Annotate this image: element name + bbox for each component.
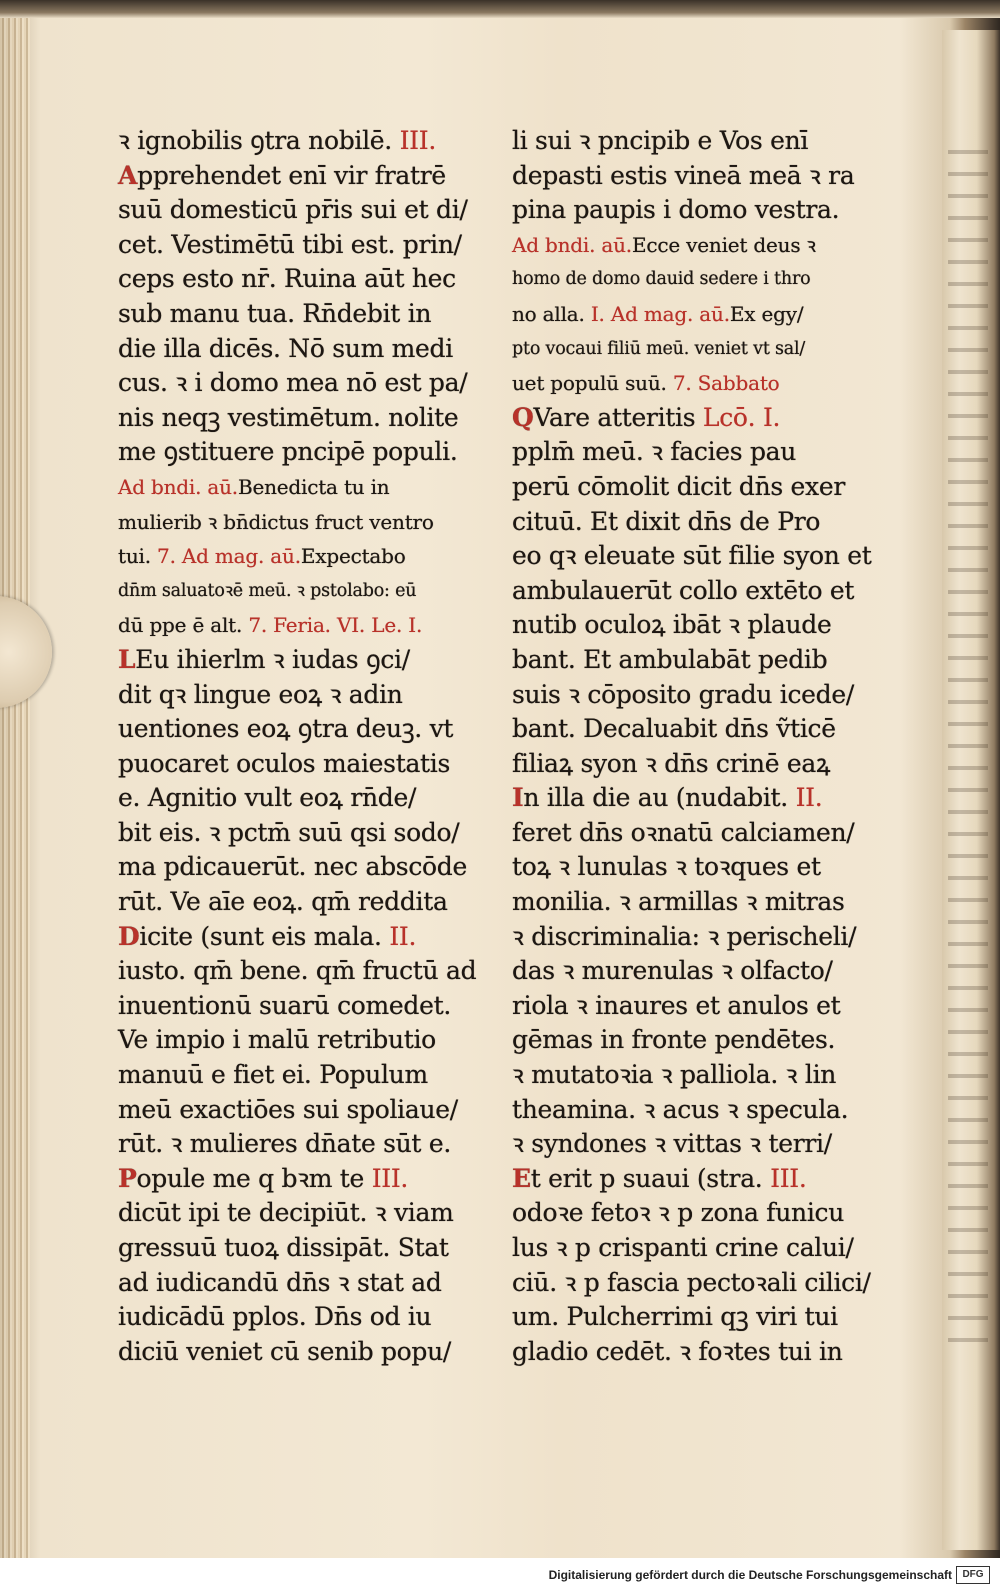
text-line bbox=[118, 1335, 500, 1370]
line-text: rūt. ꝛ mulieres dn̄ate sūt e. bbox=[118, 1129, 451, 1159]
rubric: III. bbox=[371, 1163, 409, 1193]
line-text: ciū. ꝛ p fascia pectoꝛali cilici/ bbox=[512, 1267, 871, 1297]
rubric: II. bbox=[389, 921, 417, 951]
text-line bbox=[512, 954, 890, 989]
text-line bbox=[512, 505, 890, 540]
text-line bbox=[118, 643, 500, 678]
line-text: dit qꝛ lingue eoꝝ ꝛ adin bbox=[118, 679, 403, 709]
line-text: odoꝛe fetoꝛ ꝛ p zona funicu bbox=[512, 1198, 845, 1228]
line-text: ꝛ ignobilis ꝯtra nobilē. bbox=[118, 126, 392, 155]
rubric: Ad bndi. aū. bbox=[512, 232, 632, 257]
line-text: ambulauerūt collo extēto et bbox=[512, 575, 855, 605]
line-text: me ꝯstituere pncipē populi. bbox=[118, 437, 458, 467]
text-line bbox=[512, 850, 890, 885]
text-line bbox=[118, 678, 500, 713]
line-text-continued: Expectabo bbox=[300, 544, 406, 569]
line-text: no alla. bbox=[512, 301, 585, 326]
text-line bbox=[118, 1266, 500, 1301]
text-line bbox=[512, 228, 890, 263]
line-text: e. Agnitio vult eoꝝ rn̄de/ bbox=[118, 783, 417, 813]
text-line bbox=[118, 1058, 500, 1093]
text-line bbox=[512, 1162, 890, 1197]
line-text: cet. Vestimētū tibi est. prin/ bbox=[118, 229, 462, 259]
text-line bbox=[118, 989, 500, 1024]
line-text: bit eis. ꝛ pctm̄ suū qsi sodo/ bbox=[118, 817, 460, 847]
text-line bbox=[512, 1196, 890, 1231]
text-line bbox=[118, 228, 500, 263]
text-line bbox=[118, 816, 500, 851]
text-line bbox=[118, 193, 500, 228]
rubric: III. bbox=[770, 1163, 807, 1193]
text-line bbox=[512, 539, 890, 574]
text-line bbox=[118, 1162, 500, 1197]
text-line bbox=[118, 1093, 500, 1128]
line-text: ꝛ syndones ꝛ vittas ꝛ terri/ bbox=[512, 1129, 832, 1159]
line-text: pto vocaui filiū meū. veniet vt sal/ bbox=[512, 338, 806, 359]
text-line bbox=[118, 435, 500, 470]
text-line bbox=[512, 1335, 890, 1370]
text-line bbox=[118, 1023, 500, 1058]
text-line bbox=[512, 816, 890, 851]
text-line bbox=[118, 1231, 500, 1266]
rubric: 7. Sabbato bbox=[672, 371, 780, 396]
line-text: sub manu tua. Rn̄debit in bbox=[118, 298, 432, 328]
text-line bbox=[512, 1093, 890, 1128]
text-line bbox=[512, 366, 890, 401]
text-line bbox=[118, 366, 500, 401]
line-text: rūt. Ve aīe eoꝝ. qm̄ reddita bbox=[118, 887, 448, 917]
book-clasp bbox=[0, 596, 52, 708]
line-text: pplm̄ meū. ꝛ facies pau bbox=[512, 437, 797, 467]
text-line bbox=[512, 297, 890, 332]
rubric: III. bbox=[399, 126, 436, 155]
text-line bbox=[512, 920, 890, 955]
text-line bbox=[512, 401, 890, 436]
line-text: feret dn̄s oꝛnatū calciamen/ bbox=[512, 817, 855, 847]
line-text: icite (sunt eis mala. bbox=[139, 921, 382, 951]
line-text: dicūt ipi te decipiūt. ꝛ viam bbox=[118, 1198, 454, 1228]
line-text: n illa die au (nudabit. bbox=[523, 783, 788, 813]
line-text: monilia. ꝛ armillas ꝛ mitras bbox=[512, 887, 845, 917]
red-initial: P bbox=[118, 1163, 137, 1193]
text-line bbox=[118, 262, 500, 297]
line-text: tui. bbox=[118, 544, 151, 569]
top-book-edge bbox=[0, 0, 1000, 18]
rubric: Ad bndi. aū. bbox=[118, 474, 238, 499]
text-line bbox=[512, 1058, 890, 1093]
line-text: meū exactiōes sui spoliaue/ bbox=[118, 1094, 458, 1124]
line-text: opule me q bꝛm te bbox=[136, 1163, 365, 1193]
text-line bbox=[512, 1231, 890, 1266]
text-line bbox=[512, 885, 890, 920]
text-line bbox=[118, 1196, 500, 1231]
left-text-column bbox=[118, 124, 500, 1369]
red-initial: A bbox=[118, 160, 138, 190]
text-line bbox=[118, 850, 500, 885]
line-text: perū cōmolit dicit dn̄s exer bbox=[512, 471, 846, 501]
text-line bbox=[512, 193, 890, 228]
line-text: dū ppe ē alt. bbox=[118, 613, 243, 638]
line-text: riola ꝛ inaures et anulos et bbox=[512, 990, 841, 1020]
text-line bbox=[118, 401, 500, 436]
text-line bbox=[512, 435, 890, 470]
line-text: pprehendet enī vir fratrē bbox=[137, 160, 446, 190]
line-text: nutib oculoꝝ ibāt ꝛ plaude bbox=[512, 610, 832, 640]
line-text: diciū veniet cū senib popu/ bbox=[118, 1336, 452, 1366]
text-line bbox=[118, 1300, 500, 1335]
line-text: ad iudicandū dn̄s ꝛ stat ad bbox=[118, 1267, 442, 1297]
line-text: bant. Decaluabit dn̄s ṽticē bbox=[512, 714, 836, 744]
line-text: puocaret oculos maiestatis bbox=[118, 748, 451, 778]
line-text: depasti estis vineā meā ꝛ ra bbox=[512, 160, 855, 190]
text-line bbox=[512, 124, 890, 159]
text-line bbox=[118, 712, 500, 747]
text-line bbox=[118, 885, 500, 920]
line-text: cituū. Et dixit dn̄s de Pro bbox=[512, 506, 821, 536]
text-line bbox=[118, 297, 500, 332]
dfg-logo: DFG bbox=[956, 1566, 990, 1584]
line-text: um. Pulcherrimi qꝫ viri tui bbox=[512, 1302, 838, 1332]
line-text: manuū e fiet ei. Populum bbox=[118, 1060, 428, 1090]
line-text: gēmas in fronte pendētes. bbox=[512, 1025, 836, 1055]
text-line bbox=[118, 539, 500, 574]
text-line bbox=[512, 470, 890, 505]
line-text: inuentionū suarū comedet. bbox=[118, 990, 452, 1020]
line-text: ꝛ mutatoꝛia ꝛ palliola. ꝛ lin bbox=[512, 1060, 837, 1090]
rubric: II. bbox=[795, 783, 823, 813]
line-text: ma pdicauerūt. nec abscōde bbox=[118, 852, 467, 882]
line-text: dn̄m saluatoꝛē meū. ꝛ pstolabo: eū bbox=[118, 580, 417, 601]
line-text-continued: Ex egy/ bbox=[729, 301, 804, 326]
text-line bbox=[512, 643, 890, 678]
line-text: li sui ꝛ pncipib e Vos enī bbox=[512, 126, 809, 155]
red-initial: I bbox=[512, 783, 524, 813]
text-line bbox=[118, 574, 500, 609]
line-text: theamina. ꝛ acus ꝛ specula. bbox=[512, 1094, 849, 1124]
line-text: die illa dicēs. Nō sum medi bbox=[118, 333, 453, 363]
line-text: Eu ihierlm ꝛ iudas ꝯci/ bbox=[135, 644, 410, 674]
text-line bbox=[512, 781, 890, 816]
text-line bbox=[512, 332, 890, 367]
line-text: bant. Et ambulabāt pedib bbox=[512, 644, 828, 674]
line-text: iudicādū pplos. Dn̄s od iu bbox=[118, 1302, 432, 1332]
text-line bbox=[118, 747, 500, 782]
text-line bbox=[118, 1127, 500, 1162]
text-line bbox=[118, 332, 500, 367]
line-text: suū domesticū pr̄is sui et di/ bbox=[118, 195, 468, 225]
text-line bbox=[512, 1127, 890, 1162]
line-text: uentiones eoꝝ ꝯtra deuꝫ. vt bbox=[118, 714, 454, 744]
rubric: I. Ad mag. aū. bbox=[590, 301, 730, 326]
text-line bbox=[118, 954, 500, 989]
red-initial: Q bbox=[512, 402, 534, 432]
red-initial: L bbox=[118, 644, 136, 674]
text-line bbox=[118, 505, 500, 540]
line-text: iusto. qm̄ bene. qm̄ fructū ad bbox=[118, 956, 477, 986]
line-text: suis ꝛ cōposito gradu icede/ bbox=[512, 679, 855, 709]
rubric: 7. Feria. VI. Le. I. bbox=[248, 613, 423, 638]
line-text: filiaꝝ syon ꝛ dn̄s crinē eaꝝ bbox=[512, 748, 831, 778]
line-text: homo de domo dauid sedere i thro bbox=[512, 269, 811, 290]
line-text: t erit p suaui (stra. bbox=[530, 1163, 763, 1193]
facing-page-bleed bbox=[948, 150, 988, 1350]
digitization-credit: Digitalisierung gefördert durch die Deutsche Forschungsgemeinschaft bbox=[548, 1568, 952, 1582]
line-text: mulierib ꝛ bn̄dictus fruct ventro bbox=[118, 509, 434, 534]
line-text: cus. ꝛ i domo mea nō est pa/ bbox=[118, 368, 468, 398]
red-initial: E bbox=[512, 1163, 531, 1193]
rubric: Lcō. I. bbox=[702, 402, 781, 432]
line-text: uet populū suū. bbox=[512, 371, 667, 396]
text-line bbox=[512, 1023, 890, 1058]
line-text: toꝝ ꝛ lunulas ꝛ toꝛques et bbox=[512, 852, 821, 882]
right-text-column bbox=[512, 124, 890, 1369]
text-line bbox=[512, 262, 890, 297]
line-text: Benedicta tu in bbox=[237, 474, 390, 499]
text-line bbox=[512, 1266, 890, 1301]
left-page-stack bbox=[0, 18, 30, 1558]
text-line bbox=[118, 920, 500, 955]
line-text: Ecce veniet deus ꝛ bbox=[631, 232, 816, 257]
text-line bbox=[512, 678, 890, 713]
line-text: Ve impio i malū retributio bbox=[118, 1025, 436, 1055]
line-text: gladio cedēt. ꝛ foꝛtes tui in bbox=[512, 1336, 843, 1366]
line-text: lus ꝛ p crispanti crine calui/ bbox=[512, 1233, 854, 1262]
text-line bbox=[512, 747, 890, 782]
text-line bbox=[512, 1300, 890, 1335]
text-line bbox=[512, 608, 890, 643]
line-text: das ꝛ murenulas ꝛ olfacto/ bbox=[512, 956, 833, 986]
text-line bbox=[512, 159, 890, 194]
text-line bbox=[512, 574, 890, 609]
text-line bbox=[118, 608, 500, 643]
line-text: ꝛ discriminalia: ꝛ perischeli/ bbox=[512, 921, 857, 951]
line-text: ceps esto nr̄. Ruina aūt hec bbox=[118, 264, 456, 294]
rubric: 7. Ad mag. aū. bbox=[157, 544, 301, 569]
line-text: gressuū tuoꝝ dissipāt. Stat bbox=[118, 1233, 449, 1262]
text-line bbox=[512, 712, 890, 747]
red-initial: D bbox=[118, 921, 140, 951]
line-text: pina paupis i domo vestra. bbox=[512, 195, 840, 225]
line-text: nis neqꝫ vestimētum. nolite bbox=[118, 402, 459, 432]
text-line bbox=[118, 470, 500, 505]
text-line bbox=[118, 781, 500, 816]
text-line bbox=[118, 159, 500, 194]
line-text: eo qꝛ eleuate sūt filie syon et bbox=[512, 541, 872, 571]
text-line bbox=[118, 124, 500, 159]
line-text: Vare atteritis bbox=[533, 402, 696, 432]
text-line bbox=[512, 989, 890, 1024]
